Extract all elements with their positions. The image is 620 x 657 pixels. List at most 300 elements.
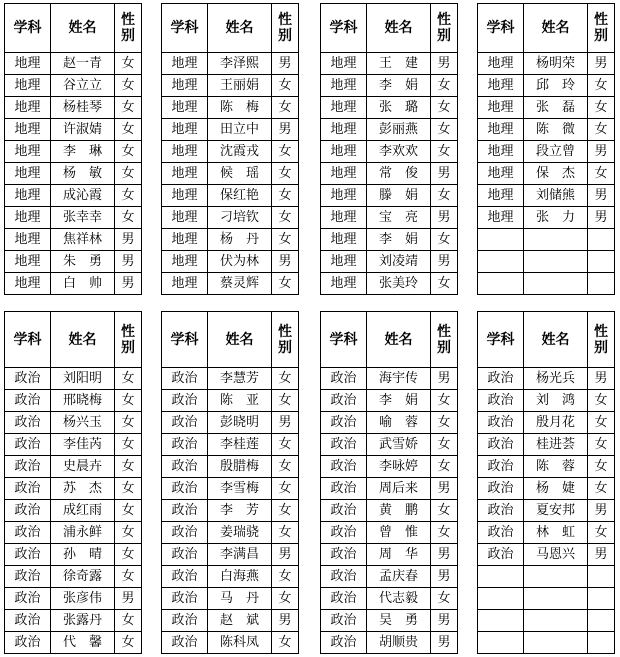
gender-cell: 女 [431,75,458,97]
table-row [5,500,142,522]
name-cell: 陈 梅 [208,97,272,119]
gender-cell: 男 [272,544,299,566]
gender-cell: 女 [115,163,142,185]
subject-cell: 政治 [478,500,524,522]
subject-cell: 政治 [5,544,51,566]
subject-cell: 地理 [478,185,524,207]
gender-cell: 男 [115,251,142,273]
gender-cell: 女 [588,119,615,141]
name-cell: 李欢欢 [367,141,431,163]
name-cell: 宝 亮 [367,207,431,229]
subject-cell: 政治 [162,390,208,412]
table-row [478,478,615,500]
subject-cell: 政治 [5,500,51,522]
table-row [478,544,615,566]
table-row [321,119,458,141]
name-cell: 滕 娟 [367,185,431,207]
subject-cell: 政治 [478,522,524,544]
table-row [162,53,299,75]
table-row [162,544,299,566]
subject-cell: 地理 [162,163,208,185]
table-row [5,229,142,251]
name-cell: 赵一青 [51,53,115,75]
gender-cell: 男 [272,610,299,632]
table-row [5,588,142,610]
gender-cell: 女 [115,368,142,390]
gender-cell: 女 [272,522,299,544]
name-cell: 段立曾 [524,141,588,163]
gender-cell: 女 [115,412,142,434]
subject-cell: 地理 [321,163,367,185]
table-row [5,368,142,390]
gender-cell: 男 [588,500,615,522]
subject-cell: 地理 [321,207,367,229]
table-row [162,478,299,500]
gender-cell: 女 [272,185,299,207]
subject-cell [478,632,524,654]
name-cell: 李 琳 [51,141,115,163]
name-cell: 保 杰 [524,163,588,185]
name-cell: 武雪娇 [367,434,431,456]
table-row [478,163,615,185]
name-header: 姓名 [367,4,431,53]
name-cell: 刘 鸿 [524,390,588,412]
gender-cell: 男 [115,229,142,251]
name-cell: 田立中 [208,119,272,141]
gender-cell: 女 [431,185,458,207]
subject-cell: 地理 [162,185,208,207]
name-cell: 曾 惟 [367,522,431,544]
name-cell: 孟庆春 [367,566,431,588]
gender-cell: 女 [272,588,299,610]
table-row [5,434,142,456]
subject-cell: 政治 [478,544,524,566]
name-cell: 张美玲 [367,273,431,295]
subject-cell: 政治 [162,588,208,610]
table-row [162,434,299,456]
name-cell: 张彦伟 [51,588,115,610]
table-row [162,566,299,588]
roster-table [161,3,299,295]
subject-cell: 政治 [321,412,367,434]
gender-cell [588,273,615,295]
subject-cell [478,273,524,295]
subject-cell: 地理 [478,97,524,119]
name-cell: 李 娟 [367,75,431,97]
table-row [321,163,458,185]
gender-header: 性别 [588,312,615,368]
gender-cell: 女 [115,610,142,632]
gender-cell [588,251,615,273]
table-row [5,544,142,566]
subject-cell: 地理 [478,119,524,141]
subject-header: 学科 [162,312,208,368]
table-row [162,97,299,119]
table-row [5,185,142,207]
table-row [478,588,615,610]
subject-cell: 政治 [162,566,208,588]
table-row [478,207,615,229]
subject-cell: 政治 [5,434,51,456]
name-cell: 陈 微 [524,119,588,141]
table-row [321,588,458,610]
gender-cell: 男 [115,273,142,295]
gender-cell: 女 [431,141,458,163]
subject-cell: 政治 [5,588,51,610]
name-cell: 沈霞戎 [208,141,272,163]
subject-cell: 政治 [5,522,51,544]
gender-cell: 女 [115,632,142,654]
roster-table [4,3,142,295]
subject-cell: 地理 [5,141,51,163]
subject-cell: 政治 [162,544,208,566]
table-row [162,500,299,522]
roster-table [161,311,299,654]
subject-cell: 政治 [162,456,208,478]
gender-header: 性别 [115,312,142,368]
name-cell: 赵 斌 [208,610,272,632]
name-cell: 史晨卉 [51,456,115,478]
gender-cell: 女 [115,185,142,207]
table-row [5,522,142,544]
subject-cell: 政治 [162,500,208,522]
subject-cell [478,566,524,588]
table-row [5,141,142,163]
name-cell: 许淑婧 [51,119,115,141]
subject-cell [478,610,524,632]
subject-cell: 地理 [5,97,51,119]
name-header: 姓名 [367,312,431,368]
table-row [5,119,142,141]
gender-cell: 女 [115,75,142,97]
name-cell: 邱 玲 [524,75,588,97]
table-row [478,632,615,654]
subject-cell: 地理 [321,75,367,97]
table-row [321,75,458,97]
name-cell: 彭丽燕 [367,119,431,141]
name-cell: 杨 丹 [208,229,272,251]
name-cell: 李咏婷 [367,456,431,478]
roster-table [477,3,615,295]
gender-cell: 男 [272,119,299,141]
gender-cell: 女 [115,207,142,229]
subject-cell: 政治 [478,390,524,412]
name-cell: 代志毅 [367,588,431,610]
subject-cell: 地理 [5,53,51,75]
name-cell: 白 帅 [51,273,115,295]
name-cell: 苏 杰 [51,478,115,500]
table-row [478,412,615,434]
subject-cell: 政治 [321,434,367,456]
table-row [162,185,299,207]
table-row [162,390,299,412]
table-row [5,163,142,185]
gender-cell: 女 [272,75,299,97]
subject-cell: 政治 [5,566,51,588]
table-row [321,53,458,75]
gender-cell: 女 [272,632,299,654]
subject-cell: 政治 [321,390,367,412]
gender-cell: 女 [588,412,615,434]
name-cell: 刘储熊 [524,185,588,207]
table-row [478,368,615,390]
name-cell: 杨桂琴 [51,97,115,119]
subject-cell: 地理 [5,119,51,141]
subject-cell: 地理 [5,273,51,295]
name-cell: 喻 蓉 [367,412,431,434]
name-cell: 周后来 [367,478,431,500]
subject-cell: 地理 [321,141,367,163]
gender-header: 性别 [431,312,458,368]
name-cell: 张幸幸 [51,207,115,229]
name-cell: 彭晓明 [208,412,272,434]
subject-cell: 政治 [162,368,208,390]
name-header: 姓名 [51,312,115,368]
subject-cell: 政治 [5,412,51,434]
subject-cell: 政治 [162,412,208,434]
table-row [478,185,615,207]
table-row [321,412,458,434]
subject-cell: 政治 [321,368,367,390]
gender-cell: 女 [272,273,299,295]
table-row [162,368,299,390]
table-row [5,478,142,500]
subject-header: 学科 [478,4,524,53]
subject-cell: 地理 [162,75,208,97]
gender-cell: 女 [588,522,615,544]
gender-header: 性别 [115,4,142,53]
subject-cell: 政治 [478,478,524,500]
gender-cell: 女 [272,207,299,229]
subject-cell: 地理 [5,207,51,229]
name-cell: 海宇传 [367,368,431,390]
name-cell [524,251,588,273]
table-row [5,632,142,654]
subject-cell: 地理 [478,207,524,229]
gender-cell [588,566,615,588]
roster-table [4,311,142,654]
table-row [478,456,615,478]
name-cell: 代 馨 [51,632,115,654]
name-cell: 王丽娟 [208,75,272,97]
table-row [162,412,299,434]
name-header: 姓名 [524,4,588,53]
gender-cell: 女 [115,119,142,141]
subject-cell: 政治 [5,456,51,478]
subject-cell: 政治 [478,368,524,390]
table-row [162,522,299,544]
subject-cell: 地理 [321,273,367,295]
name-cell: 徐奇露 [51,566,115,588]
name-cell: 陈科凤 [208,632,272,654]
name-cell: 李 娟 [367,390,431,412]
subject-cell: 地理 [478,141,524,163]
gender-cell: 女 [431,97,458,119]
gender-cell: 男 [431,544,458,566]
table-row [5,75,142,97]
name-cell: 吴 勇 [367,610,431,632]
subject-cell: 政治 [321,500,367,522]
gender-cell: 女 [431,229,458,251]
gender-cell: 女 [431,273,458,295]
gender-cell: 男 [272,251,299,273]
subject-cell: 地理 [478,75,524,97]
table-row [478,566,615,588]
table-row [5,53,142,75]
gender-cell: 男 [272,412,299,434]
name-cell: 李泽熙 [208,53,272,75]
gender-cell: 女 [272,434,299,456]
gender-cell: 女 [431,588,458,610]
subject-cell: 地理 [5,185,51,207]
name-cell: 杨 敏 [51,163,115,185]
subject-cell: 政治 [162,434,208,456]
name-cell: 焦祥林 [51,229,115,251]
subject-cell: 政治 [321,632,367,654]
roster-table [320,311,458,654]
name-cell: 杨兴玉 [51,412,115,434]
gender-cell: 女 [272,390,299,412]
name-cell: 杨明荣 [524,53,588,75]
subject-cell: 政治 [321,588,367,610]
table-row [162,75,299,97]
gender-cell: 女 [588,390,615,412]
gender-cell: 男 [588,544,615,566]
name-cell: 朱 勇 [51,251,115,273]
name-cell: 刘阳明 [51,368,115,390]
table-row [162,251,299,273]
name-cell [524,588,588,610]
name-cell: 李满昌 [208,544,272,566]
subject-cell: 地理 [162,97,208,119]
subject-cell: 地理 [5,75,51,97]
gender-cell: 女 [115,522,142,544]
table-row [321,478,458,500]
gender-cell: 女 [115,456,142,478]
subject-header: 学科 [321,312,367,368]
name-cell [524,273,588,295]
gender-cell: 女 [431,434,458,456]
gender-cell: 男 [588,141,615,163]
gender-cell: 男 [431,610,458,632]
name-cell: 白海燕 [208,566,272,588]
table-row [478,75,615,97]
table-row [478,610,615,632]
table-row [162,207,299,229]
subject-cell: 政治 [162,632,208,654]
name-cell: 浦永鲜 [51,522,115,544]
gender-cell: 男 [588,207,615,229]
table-row [478,273,615,295]
name-header: 姓名 [208,312,272,368]
table-row [5,97,142,119]
name-cell: 李 芳 [208,500,272,522]
name-cell: 王 建 [367,53,431,75]
subject-cell: 政治 [321,566,367,588]
gender-cell: 男 [272,53,299,75]
name-cell: 胡顺贵 [367,632,431,654]
gender-cell: 男 [588,368,615,390]
table-row [5,566,142,588]
gender-header: 性别 [272,312,299,368]
name-header: 姓名 [524,312,588,368]
name-cell: 邢晓梅 [51,390,115,412]
gender-cell: 男 [431,566,458,588]
table-row [5,610,142,632]
subject-cell: 地理 [162,141,208,163]
name-cell: 保红艳 [208,185,272,207]
name-cell: 夏安邦 [524,500,588,522]
gender-cell: 女 [588,456,615,478]
table-row [162,141,299,163]
name-cell: 常 俊 [367,163,431,185]
name-cell: 刁培钦 [208,207,272,229]
subject-cell: 政治 [162,522,208,544]
table-row [321,390,458,412]
table-row [162,273,299,295]
table-row [478,141,615,163]
gender-cell: 女 [431,500,458,522]
table-row [321,500,458,522]
table-row [162,163,299,185]
gender-cell: 男 [431,207,458,229]
table-row [321,456,458,478]
gender-cell: 女 [272,566,299,588]
name-cell: 伏为林 [208,251,272,273]
subject-cell: 地理 [321,53,367,75]
subject-cell: 地理 [162,53,208,75]
gender-cell: 女 [431,456,458,478]
table-row [321,368,458,390]
subject-cell: 政治 [321,544,367,566]
name-header: 姓名 [51,4,115,53]
subject-cell: 政治 [478,412,524,434]
name-cell: 林 虹 [524,522,588,544]
gender-cell: 女 [115,390,142,412]
subject-cell: 政治 [162,610,208,632]
subject-cell [478,251,524,273]
name-cell: 黄 鹏 [367,500,431,522]
name-cell: 张 力 [524,207,588,229]
gender-cell: 男 [115,588,142,610]
name-cell: 陈 蓉 [524,456,588,478]
table-row [162,119,299,141]
gender-cell: 男 [431,368,458,390]
subject-cell: 地理 [162,207,208,229]
table-row [478,500,615,522]
subject-cell: 政治 [5,610,51,632]
name-cell: 李桂莲 [208,434,272,456]
table-row [478,251,615,273]
name-cell [524,229,588,251]
table-row [321,229,458,251]
subject-cell: 地理 [5,251,51,273]
gender-cell: 女 [272,478,299,500]
name-cell: 李佳芮 [51,434,115,456]
gender-cell: 女 [272,163,299,185]
gender-cell: 女 [431,390,458,412]
subject-cell: 地理 [5,163,51,185]
table-row [162,229,299,251]
name-cell: 张露丹 [51,610,115,632]
table-row [478,119,615,141]
name-cell: 陈 亚 [208,390,272,412]
table-row [5,390,142,412]
table-row [478,97,615,119]
subject-header: 学科 [321,4,367,53]
subject-cell: 政治 [5,390,51,412]
name-cell: 姜瑞骁 [208,522,272,544]
